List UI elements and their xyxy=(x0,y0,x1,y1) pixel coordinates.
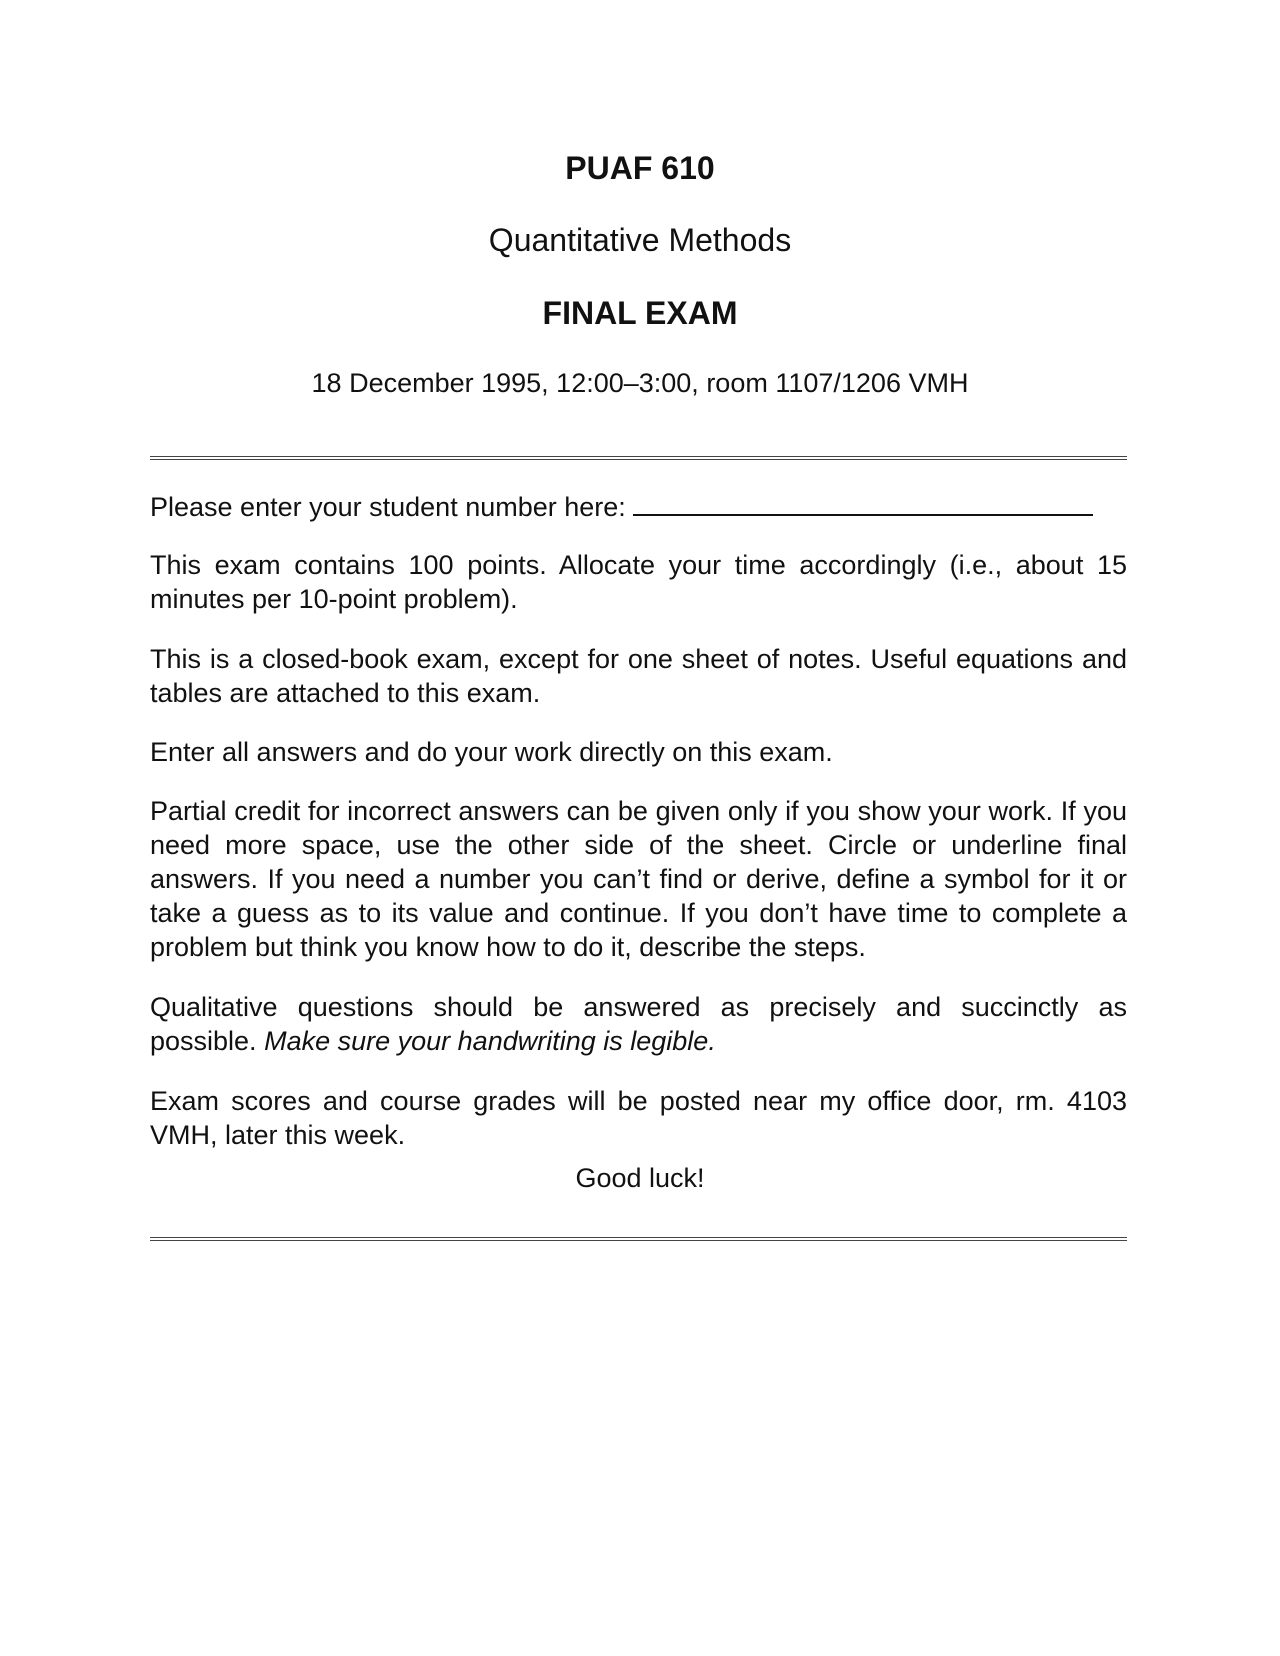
closing-message: Good luck! xyxy=(575,1163,705,1193)
answers-location-instruction: Enter all answers and do your work directly on this exam. xyxy=(150,737,833,767)
handwriting-emphasis: Make sure your handwriting is legible. xyxy=(264,1026,716,1056)
student-number-label: Please enter your student number here: xyxy=(150,492,626,522)
student-number-row xyxy=(150,490,1127,524)
exam-title: FINAL EXAM xyxy=(542,295,738,331)
points-instruction: This exam contains 100 points. Allocate your time accordingly (i.e., about 15 minutes per 10-point problem). xyxy=(150,550,1127,614)
bottom-divider xyxy=(150,1237,1127,1241)
top-divider xyxy=(150,456,1127,460)
scores-posting-instruction: Exam scores and course grades will be posted near my office door, rm. 4103 VMH, later this week. xyxy=(150,1086,1127,1150)
exam-details: 18 December 1995, 12:00–3:00, room 1107/1206 VMH xyxy=(311,368,969,398)
qualitative-instruction-text: Qualitative questions should be answered as precisely and succinctly as possible. xyxy=(150,992,1127,1056)
course-name: Quantitative Methods xyxy=(488,222,792,258)
partial-credit-instruction: Partial credit for incorrect answers can be given only if you show your work. If you need more space, use the other side of the sheet. Circle or underline final answers. If you need a number you can’t find or derive, define a symbol for it or take a guess as to its value and continue. If you don’t have time to complete a problem but think you know how to do it, describe the steps. xyxy=(150,796,1127,962)
closed-book-instruction: This is a closed-book exam, except for one sheet of notes. Useful equations and tables are attached to this exam. xyxy=(150,644,1127,708)
student-number-field[interactable] xyxy=(633,490,1093,516)
course-code: PUAF 610 xyxy=(565,150,715,186)
qualitative-instruction xyxy=(150,990,1127,1058)
